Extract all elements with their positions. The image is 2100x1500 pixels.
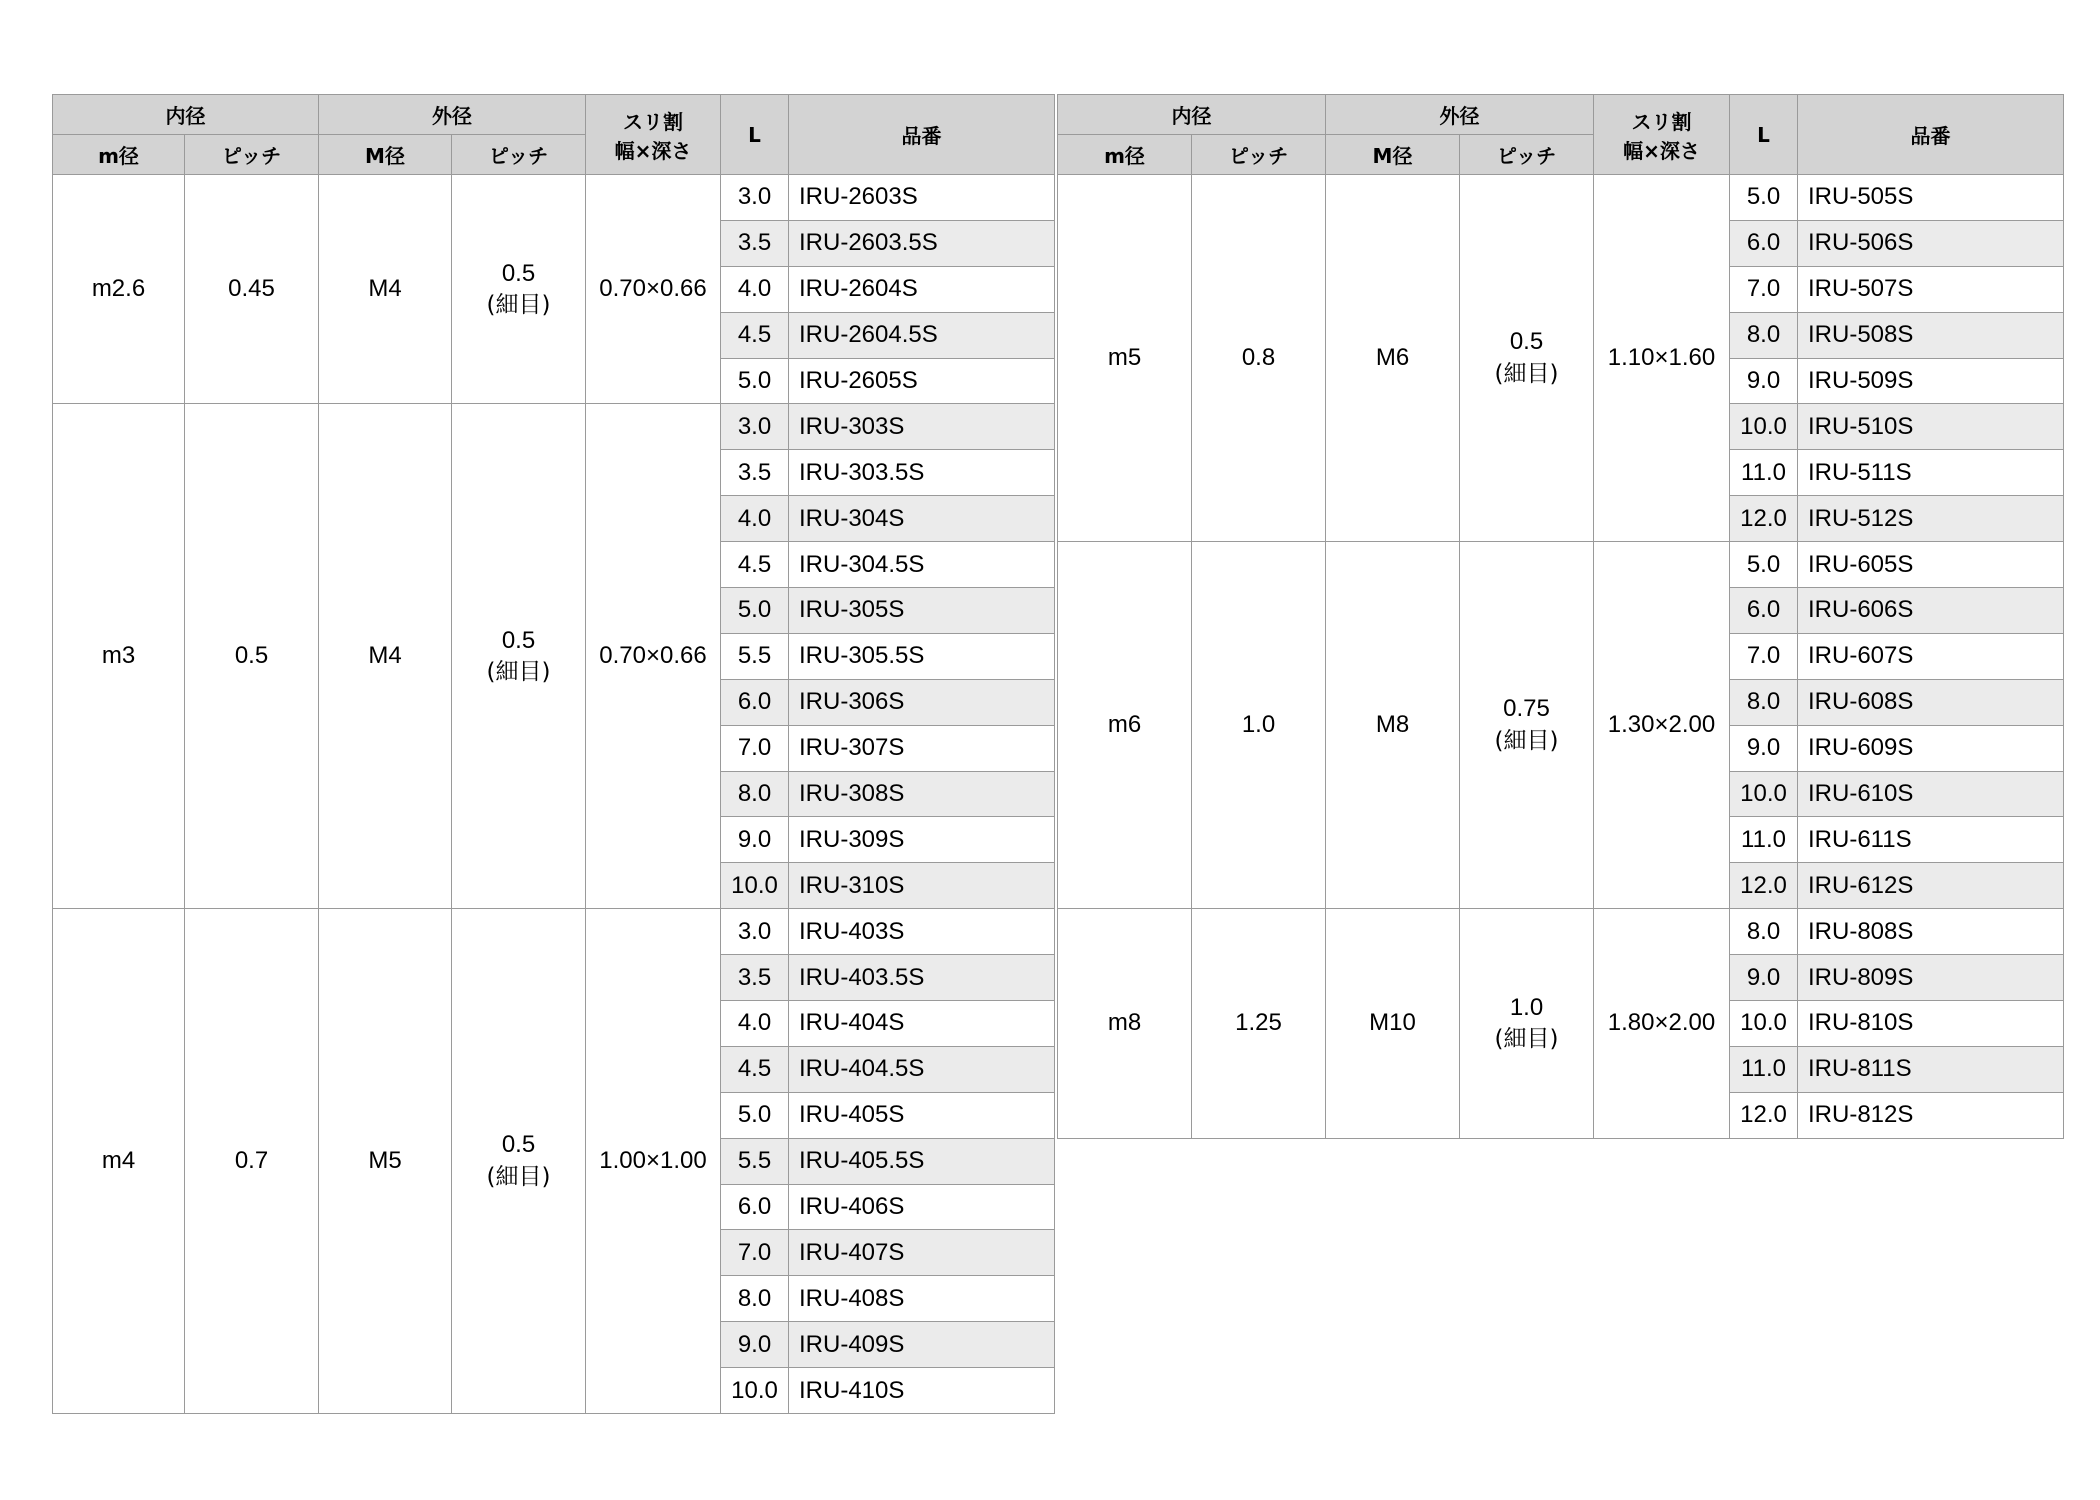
cell-slot: 1.10×1.60 <box>1594 175 1730 542</box>
cell-part-number: IRU-2604.5S <box>789 312 1055 358</box>
cell-part-number: IRU-611S <box>1798 817 2064 863</box>
cell-part-number: IRU-404S <box>789 1001 1055 1047</box>
table-row <box>53 404 1055 450</box>
cell-part-number: IRU-511S <box>1798 450 2064 496</box>
cell-length: 9.0 <box>1730 725 1798 771</box>
cell-length: 9.0 <box>721 1322 789 1368</box>
cell-length: 8.0 <box>1730 909 1798 955</box>
cell-length: 3.0 <box>721 175 789 221</box>
cell-length: 11.0 <box>1730 1046 1798 1092</box>
spec-table-right <box>1057 94 2064 1139</box>
cell-length: 5.0 <box>721 358 789 404</box>
cell-part-number: IRU-2605S <box>789 358 1055 404</box>
cell-part-number: IRU-403S <box>789 909 1055 955</box>
cell-part-number: IRU-508S <box>1798 312 2064 358</box>
cell-outer-pitch <box>452 175 586 404</box>
cell-length: 4.0 <box>721 266 789 312</box>
cell-m-diameter: m6 <box>1058 542 1192 909</box>
cell-outer-pitch <box>452 404 586 909</box>
cell-part-number: IRU-303S <box>789 404 1055 450</box>
cell-part-number: IRU-812S <box>1798 1092 2064 1138</box>
cell-part-number: IRU-607S <box>1798 633 2064 679</box>
cell-length: 12.0 <box>1730 496 1798 542</box>
cell-inner-pitch: 1.0 <box>1192 542 1326 909</box>
cell-M-diameter: M5 <box>319 909 452 1414</box>
outer-pitch-value: 0.5 <box>1509 328 1544 356</box>
cell-length: 12.0 <box>1730 1092 1798 1138</box>
outer-pitch-value: 0.5 <box>501 259 536 287</box>
cell-M-diameter: M4 <box>319 404 452 909</box>
cell-length: 5.0 <box>1730 175 1798 221</box>
cell-inner-pitch: 0.7 <box>185 909 319 1414</box>
cell-part-number: IRU-512S <box>1798 496 2064 542</box>
table-body-right <box>1058 175 2064 1139</box>
header-inner-pitch: ピッチ <box>1192 135 1326 175</box>
cell-part-number: IRU-606S <box>1798 588 2064 634</box>
cell-outer-pitch <box>1460 175 1594 542</box>
cell-part-number: IRU-405S <box>789 1092 1055 1138</box>
cell-m-diameter: m4 <box>53 909 185 1414</box>
outer-pitch-value: 0.5 <box>501 1131 536 1159</box>
cell-part-number: IRU-306S <box>789 679 1055 725</box>
cell-outer-pitch <box>1460 909 1594 1138</box>
cell-m-diameter: m8 <box>1058 909 1192 1138</box>
outer-pitch-value: 1.0 <box>1509 993 1544 1021</box>
cell-length: 6.0 <box>721 1184 789 1230</box>
cell-slot: 0.70×0.66 <box>586 175 721 404</box>
cell-part-number: IRU-304.5S <box>789 542 1055 588</box>
cell-part-number: IRU-309S <box>789 817 1055 863</box>
cell-part-number: IRU-609S <box>1798 725 2064 771</box>
cell-length: 5.5 <box>721 633 789 679</box>
cell-length: 7.0 <box>1730 633 1798 679</box>
header-slot <box>1594 95 1730 175</box>
cell-length: 11.0 <box>1730 817 1798 863</box>
cell-M-diameter: M10 <box>1326 909 1460 1138</box>
header-inner-diameter: 内径 <box>1058 95 1326 135</box>
header-slot <box>586 95 721 175</box>
cell-part-number: IRU-303.5S <box>789 450 1055 496</box>
fine-thread-note: (細目) <box>486 659 551 686</box>
table-row <box>1058 542 2064 588</box>
table-row <box>1058 909 2064 955</box>
cell-length: 5.0 <box>721 1092 789 1138</box>
cell-part-number: IRU-404.5S <box>789 1046 1055 1092</box>
cell-length: 9.0 <box>1730 358 1798 404</box>
cell-length: 6.0 <box>721 679 789 725</box>
cell-length: 3.5 <box>721 450 789 496</box>
cell-m-diameter: m5 <box>1058 175 1192 542</box>
cell-slot: 1.00×1.00 <box>586 909 721 1414</box>
cell-outer-pitch <box>452 909 586 1414</box>
cell-part-number: IRU-408S <box>789 1276 1055 1322</box>
cell-part-number: IRU-507S <box>1798 266 2064 312</box>
header-part-number: 品番 <box>1798 95 2064 175</box>
cell-part-number: IRU-307S <box>789 725 1055 771</box>
header-slot-line1: スリ割 <box>1631 109 1692 134</box>
cell-length: 8.0 <box>721 1276 789 1322</box>
cell-length: 8.0 <box>721 771 789 817</box>
cell-length: 4.0 <box>721 1001 789 1047</box>
cell-outer-pitch <box>1460 542 1594 909</box>
cell-length: 12.0 <box>1730 863 1798 909</box>
cell-part-number: IRU-310S <box>789 863 1055 909</box>
cell-length: 8.0 <box>1730 679 1798 725</box>
table-row <box>53 909 1055 955</box>
cell-length: 6.0 <box>1730 220 1798 266</box>
header-outer-pitch: ピッチ <box>452 135 586 175</box>
fine-thread-note: (細目) <box>1494 1026 1559 1053</box>
cell-length: 10.0 <box>1730 1001 1798 1047</box>
cell-part-number: IRU-305S <box>789 588 1055 634</box>
cell-length: 7.0 <box>721 1230 789 1276</box>
cell-length: 9.0 <box>721 817 789 863</box>
cell-part-number: IRU-410S <box>789 1368 1055 1414</box>
cell-m-diameter: m3 <box>53 404 185 909</box>
header-outer-diameter: 外径 <box>1326 95 1594 135</box>
cell-part-number: IRU-409S <box>789 1322 1055 1368</box>
cell-length: 4.0 <box>721 496 789 542</box>
header-length: L <box>1730 95 1798 175</box>
cell-length: 6.0 <box>1730 588 1798 634</box>
header-inner-pitch: ピッチ <box>185 135 319 175</box>
cell-slot: 0.70×0.66 <box>586 404 721 909</box>
cell-part-number: IRU-405.5S <box>789 1138 1055 1184</box>
cell-slot: 1.30×2.00 <box>1594 542 1730 909</box>
cell-M-diameter: M4 <box>319 175 452 404</box>
cell-part-number: IRU-308S <box>789 771 1055 817</box>
cell-length: 3.5 <box>721 220 789 266</box>
cell-part-number: IRU-808S <box>1798 909 2064 955</box>
cell-part-number: IRU-510S <box>1798 404 2064 450</box>
header-slot-line2: 幅×深さ <box>1623 138 1700 163</box>
header-slot-line1: スリ割 <box>623 109 683 134</box>
cell-length: 3.5 <box>721 955 789 1001</box>
cell-part-number: IRU-403.5S <box>789 955 1055 1001</box>
cell-slot: 1.80×2.00 <box>1594 909 1730 1138</box>
cell-part-number: IRU-612S <box>1798 863 2064 909</box>
cell-length: 3.0 <box>721 909 789 955</box>
spec-table-left <box>52 94 1055 1414</box>
header-M-diameter: M径 <box>319 135 452 175</box>
cell-part-number: IRU-810S <box>1798 1001 2064 1047</box>
cell-length: 3.0 <box>721 404 789 450</box>
cell-part-number: IRU-2604S <box>789 266 1055 312</box>
fine-thread-note: (細目) <box>486 291 551 318</box>
header-outer-pitch: ピッチ <box>1460 135 1594 175</box>
cell-part-number: IRU-811S <box>1798 1046 2064 1092</box>
header-length: L <box>721 95 789 175</box>
cell-part-number: IRU-406S <box>789 1184 1055 1230</box>
cell-length: 10.0 <box>721 1368 789 1414</box>
cell-part-number: IRU-608S <box>1798 679 2064 725</box>
cell-length: 5.5 <box>721 1138 789 1184</box>
cell-inner-pitch: 0.5 <box>185 404 319 909</box>
cell-length: 7.0 <box>721 725 789 771</box>
cell-inner-pitch: 0.45 <box>185 175 319 404</box>
header-slot-line2: 幅×深さ <box>614 138 692 163</box>
header-m-diameter: m径 <box>53 135 185 175</box>
header-m-diameter: m径 <box>1058 135 1192 175</box>
table-row <box>53 175 1055 221</box>
fine-thread-note: (細目) <box>1494 360 1559 387</box>
cell-length: 5.0 <box>721 588 789 634</box>
header-inner-diameter: 内径 <box>53 95 319 135</box>
cell-inner-pitch: 0.8 <box>1192 175 1326 542</box>
cell-length: 4.5 <box>721 542 789 588</box>
cell-length: 9.0 <box>1730 955 1798 1001</box>
cell-length: 4.5 <box>721 312 789 358</box>
fine-thread-note: (細目) <box>486 1163 551 1190</box>
cell-length: 7.0 <box>1730 266 1798 312</box>
cell-M-diameter: M6 <box>1326 175 1460 542</box>
cell-length: 10.0 <box>721 863 789 909</box>
table-body-left <box>53 175 1055 1414</box>
cell-part-number: IRU-605S <box>1798 542 2064 588</box>
outer-pitch-value: 0.5 <box>501 626 536 654</box>
cell-length: 10.0 <box>1730 404 1798 450</box>
cell-length: 11.0 <box>1730 450 1798 496</box>
cell-length: 4.5 <box>721 1046 789 1092</box>
cell-inner-pitch: 1.25 <box>1192 909 1326 1138</box>
header-outer-diameter: 外径 <box>319 95 586 135</box>
cell-length: 10.0 <box>1730 771 1798 817</box>
cell-m-diameter: m2.6 <box>53 175 185 404</box>
outer-pitch-value: 0.75 <box>1503 695 1550 723</box>
cell-part-number: IRU-407S <box>789 1230 1055 1276</box>
cell-part-number: IRU-505S <box>1798 175 2064 221</box>
cell-part-number: IRU-809S <box>1798 955 2064 1001</box>
header-part-number: 品番 <box>789 95 1055 175</box>
cell-part-number: IRU-2603.5S <box>789 220 1055 266</box>
cell-part-number: IRU-506S <box>1798 220 2064 266</box>
cell-part-number: IRU-305.5S <box>789 633 1055 679</box>
fine-thread-note: (細目) <box>1494 727 1559 754</box>
cell-length: 5.0 <box>1730 542 1798 588</box>
cell-part-number: IRU-304S <box>789 496 1055 542</box>
cell-part-number: IRU-509S <box>1798 358 2064 404</box>
cell-length: 8.0 <box>1730 312 1798 358</box>
cell-M-diameter: M8 <box>1326 542 1460 909</box>
cell-part-number: IRU-610S <box>1798 771 2064 817</box>
cell-part-number: IRU-2603S <box>789 175 1055 221</box>
header-M-diameter: M径 <box>1326 135 1460 175</box>
table-row <box>1058 175 2064 221</box>
